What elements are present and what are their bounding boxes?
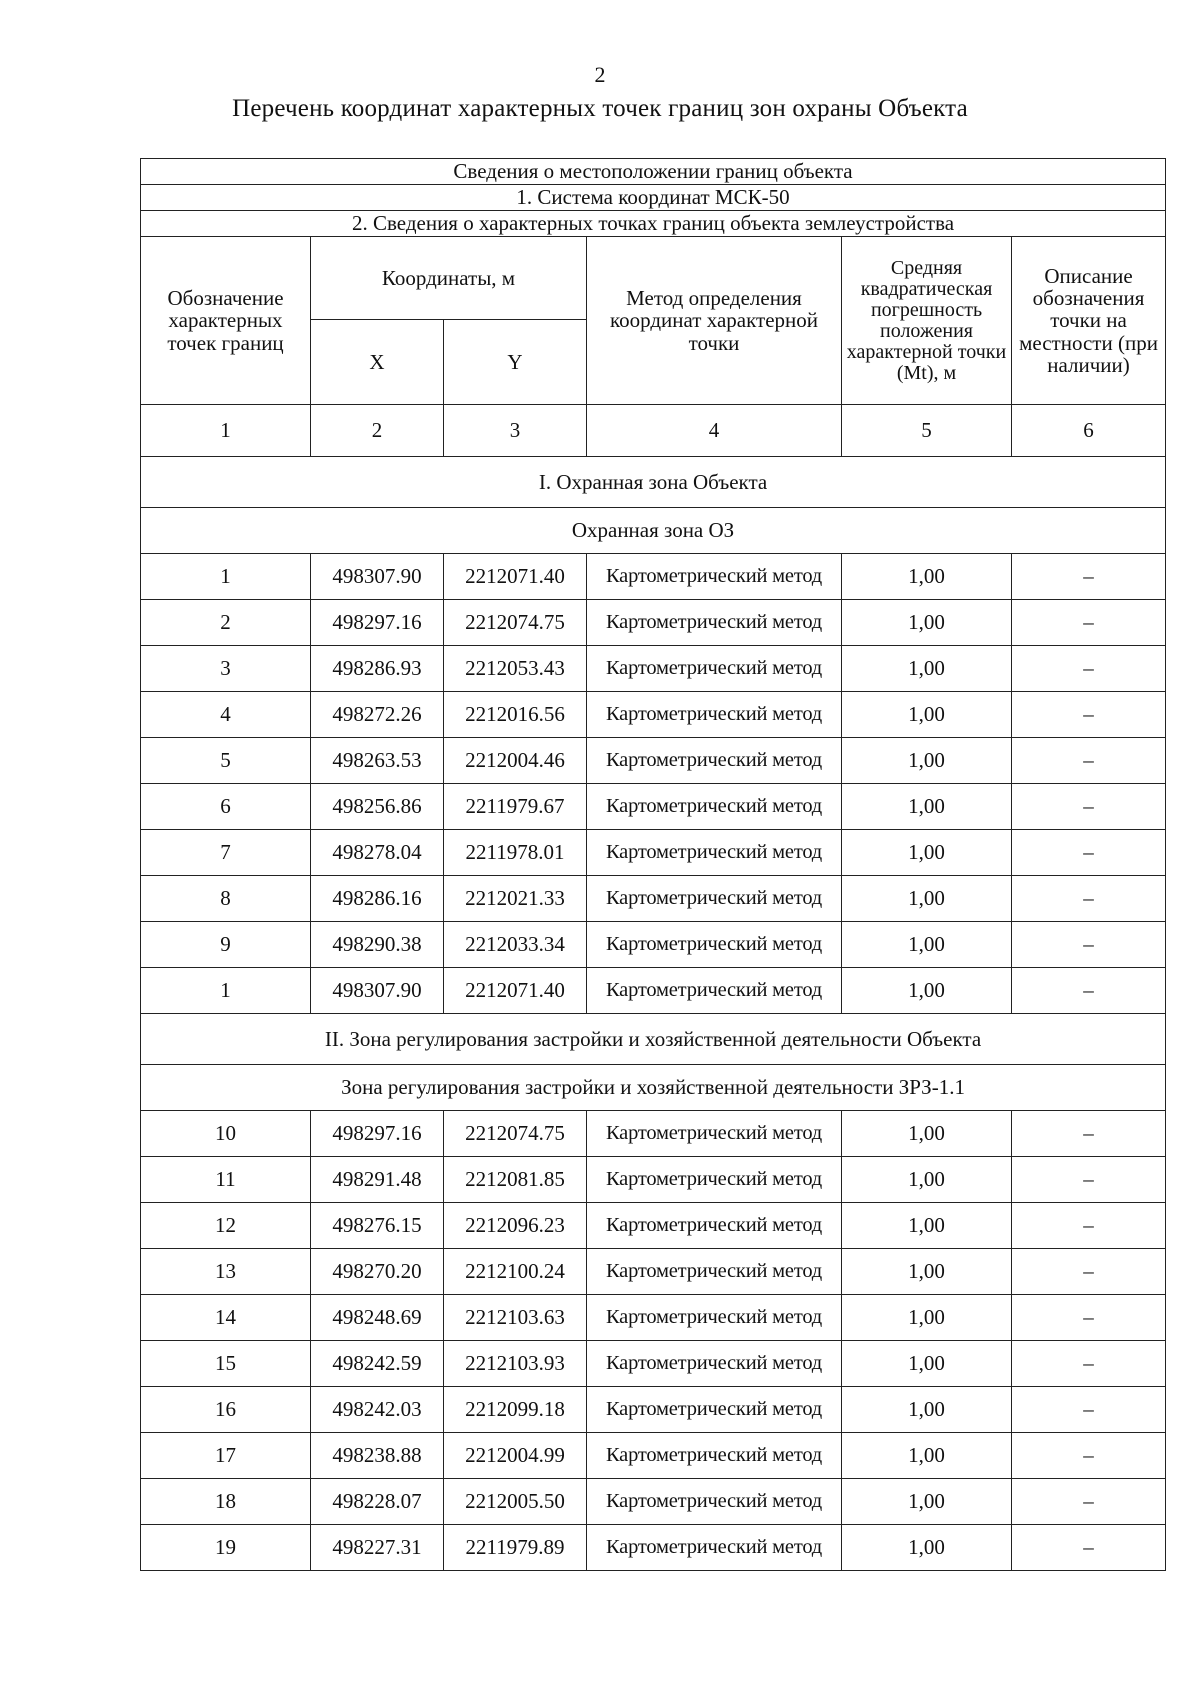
column-number-4: 4 [587, 405, 842, 457]
mean-error-cell: 1,00 [842, 1203, 1012, 1249]
description-cell: – [1012, 876, 1166, 922]
table-row [141, 784, 1166, 830]
description-cell: – [1012, 968, 1166, 1014]
coordinate-y: 2212099.18 [444, 1387, 587, 1433]
mean-error-cell: 1,00 [842, 600, 1012, 646]
table-row [141, 922, 1166, 968]
description-cell: – [1012, 646, 1166, 692]
coordinate-x: 498270.20 [311, 1249, 444, 1295]
coordinate-y: 2212074.75 [444, 600, 587, 646]
description-cell: – [1012, 600, 1166, 646]
coordinate-y: 2212071.40 [444, 554, 587, 600]
point-number: 12 [141, 1203, 311, 1249]
coordinate-y: 2212081.85 [444, 1157, 587, 1203]
point-number: 10 [141, 1111, 311, 1157]
coordinate-x: 498307.90 [311, 554, 444, 600]
description-cell: – [1012, 554, 1166, 600]
table-row [141, 600, 1166, 646]
coordinate-y: 2212103.93 [444, 1341, 587, 1387]
point-number: 19 [141, 1525, 311, 1571]
method-cell: Картометрический метод [587, 968, 842, 1014]
coordinate-x: 498272.26 [311, 692, 444, 738]
mean-error-cell: 1,00 [842, 692, 1012, 738]
method-cell: Картометрический метод [587, 922, 842, 968]
table-row [141, 1525, 1166, 1571]
table-row [141, 1433, 1166, 1479]
coordinate-x: 498263.53 [311, 738, 444, 784]
description-cell: – [1012, 1341, 1166, 1387]
header-designation: Обозначение характерных точек границ [141, 237, 311, 405]
table-row [141, 1157, 1166, 1203]
method-cell: Картометрический метод [587, 784, 842, 830]
method-cell: Картометрический метод [587, 1295, 842, 1341]
coordinate-y: 2211978.01 [444, 830, 587, 876]
table-row [141, 830, 1166, 876]
mean-error-cell: 1,00 [842, 1387, 1012, 1433]
method-cell: Картометрический метод [587, 1341, 842, 1387]
method-cell: Картометрический метод [587, 554, 842, 600]
point-number: 4 [141, 692, 311, 738]
method-cell: Картометрический метод [587, 1157, 842, 1203]
description-cell: – [1012, 1525, 1166, 1571]
point-number: 13 [141, 1249, 311, 1295]
info-points-heading: 2. Сведения о характерных точках границ объекта землеустройства [141, 211, 1166, 237]
mean-error-cell: 1,00 [842, 1341, 1012, 1387]
coordinate-x: 498291.48 [311, 1157, 444, 1203]
coordinate-y: 2212004.99 [444, 1433, 587, 1479]
coordinate-x: 498278.04 [311, 830, 444, 876]
coordinate-x: 498238.88 [311, 1433, 444, 1479]
method-cell: Картометрический метод [587, 692, 842, 738]
zone2-title: II. Зона регулирования застройки и хозяйственной деятельности Объекта [141, 1014, 1166, 1065]
zone1-title: I. Охранная зона Объекта [141, 457, 1166, 508]
coordinate-x: 498276.15 [311, 1203, 444, 1249]
point-number: 14 [141, 1295, 311, 1341]
table-row [141, 554, 1166, 600]
coordinate-y: 2211979.67 [444, 784, 587, 830]
description-cell: – [1012, 784, 1166, 830]
column-number-3: 3 [444, 405, 587, 457]
method-cell: Картометрический метод [587, 1433, 842, 1479]
method-cell: Картометрический метод [587, 1387, 842, 1433]
info-coordinate-system: 1. Система координат МСК-50 [141, 185, 1166, 211]
description-cell: – [1012, 1249, 1166, 1295]
method-cell: Картометрический метод [587, 1111, 842, 1157]
coordinate-y: 2212005.50 [444, 1479, 587, 1525]
coordinate-y: 2212033.34 [444, 922, 587, 968]
point-number: 3 [141, 646, 311, 692]
mean-error-cell: 1,00 [842, 1433, 1012, 1479]
coordinate-x: 498286.16 [311, 876, 444, 922]
table-row [141, 1111, 1166, 1157]
description-cell: – [1012, 1111, 1166, 1157]
method-cell: Картометрический метод [587, 600, 842, 646]
method-cell: Картометрический метод [587, 1249, 842, 1295]
coordinate-x: 498242.59 [311, 1341, 444, 1387]
table-row [141, 1387, 1166, 1433]
coordinate-y: 2212021.33 [444, 876, 587, 922]
description-cell: – [1012, 738, 1166, 784]
method-cell: Картометрический метод [587, 1203, 842, 1249]
mean-error-cell: 1,00 [842, 876, 1012, 922]
table-row [141, 646, 1166, 692]
coordinate-x: 498286.93 [311, 646, 444, 692]
description-cell: – [1012, 1479, 1166, 1525]
zone2-subtitle: Зона регулирования застройки и хозяйственной деятельности ЗРЗ-1.1 [141, 1065, 1166, 1111]
mean-error-cell: 1,00 [842, 830, 1012, 876]
coordinate-y: 2212100.24 [444, 1249, 587, 1295]
coordinate-y: 2212004.46 [444, 738, 587, 784]
table-row [141, 692, 1166, 738]
table-row [141, 1295, 1166, 1341]
header-x: X [311, 320, 444, 405]
coordinate-x: 498307.90 [311, 968, 444, 1014]
point-number: 2 [141, 600, 311, 646]
coordinate-x: 498242.03 [311, 1387, 444, 1433]
method-cell: Картометрический метод [587, 830, 842, 876]
description-cell: – [1012, 922, 1166, 968]
method-cell: Картометрический метод [587, 876, 842, 922]
coordinate-y: 2212103.63 [444, 1295, 587, 1341]
mean-error-cell: 1,00 [842, 1295, 1012, 1341]
mean-error-cell: 1,00 [842, 738, 1012, 784]
coordinate-x: 498228.07 [311, 1479, 444, 1525]
point-number: 16 [141, 1387, 311, 1433]
info-location-heading: Сведения о местоположении границ объекта [141, 159, 1166, 185]
mean-error-cell: 1,00 [842, 1249, 1012, 1295]
column-number-2: 2 [311, 405, 444, 457]
table-row [141, 1341, 1166, 1387]
point-number: 17 [141, 1433, 311, 1479]
coordinate-y: 2212016.56 [444, 692, 587, 738]
point-number: 5 [141, 738, 311, 784]
method-cell: Картометрический метод [587, 1479, 842, 1525]
coordinate-x: 498290.38 [311, 922, 444, 968]
point-number: 18 [141, 1479, 311, 1525]
point-number: 11 [141, 1157, 311, 1203]
mean-error-cell: 1,00 [842, 554, 1012, 600]
mean-error-cell: 1,00 [842, 1479, 1012, 1525]
point-number: 15 [141, 1341, 311, 1387]
page-number: 2 [594, 62, 606, 87]
column-number-1: 1 [141, 405, 311, 457]
mean-error-cell: 1,00 [842, 922, 1012, 968]
coordinate-y: 2211979.89 [444, 1525, 587, 1571]
method-cell: Картометрический метод [587, 646, 842, 692]
coordinate-x: 498297.16 [311, 1111, 444, 1157]
description-cell: – [1012, 1433, 1166, 1479]
coordinate-x: 498227.31 [311, 1525, 444, 1571]
header-coordinates: Координаты, м [311, 237, 587, 320]
coordinate-y: 2212096.23 [444, 1203, 587, 1249]
table-row [141, 1479, 1166, 1525]
method-cell: Картометрический метод [587, 738, 842, 784]
description-cell: – [1012, 692, 1166, 738]
header-y: Y [444, 320, 587, 405]
header-description: Описание обозначения точки на местности (при наличии) [1012, 237, 1166, 405]
table-row [141, 1203, 1166, 1249]
point-number: 9 [141, 922, 311, 968]
coordinate-x: 498297.16 [311, 600, 444, 646]
document-title: Перечень координат характерных точек границ зон охраны Объекта [232, 95, 968, 122]
point-number: 7 [141, 830, 311, 876]
table-row [141, 738, 1166, 784]
method-cell: Картометрический метод [587, 1525, 842, 1571]
description-cell: – [1012, 1295, 1166, 1341]
coordinate-x: 498248.69 [311, 1295, 444, 1341]
description-cell: – [1012, 1387, 1166, 1433]
column-number-6: 6 [1012, 405, 1166, 457]
table-row [141, 968, 1166, 1014]
zone1-subtitle: Охранная зона ОЗ [141, 508, 1166, 554]
column-number-5: 5 [842, 405, 1012, 457]
mean-error-cell: 1,00 [842, 968, 1012, 1014]
table-row [141, 876, 1166, 922]
point-number: 8 [141, 876, 311, 922]
coordinate-y: 2212071.40 [444, 968, 587, 1014]
header-method: Метод определения координат характерной точки [587, 237, 842, 405]
header-mean-error: Средняя квадратическая погрешность положения характерной точки (Mt), м [842, 237, 1012, 405]
coordinate-y: 2212053.43 [444, 646, 587, 692]
mean-error-cell: 1,00 [842, 1111, 1012, 1157]
table-row [141, 1249, 1166, 1295]
mean-error-cell: 1,00 [842, 1157, 1012, 1203]
coordinate-x: 498256.86 [311, 784, 444, 830]
point-number: 1 [141, 554, 311, 600]
point-number: 6 [141, 784, 311, 830]
description-cell: – [1012, 830, 1166, 876]
coordinates-table [140, 158, 1166, 1571]
point-number: 1 [141, 968, 311, 1014]
coordinate-y: 2212074.75 [444, 1111, 587, 1157]
mean-error-cell: 1,00 [842, 784, 1012, 830]
description-cell: – [1012, 1157, 1166, 1203]
mean-error-cell: 1,00 [842, 1525, 1012, 1571]
mean-error-cell: 1,00 [842, 646, 1012, 692]
description-cell: – [1012, 1203, 1166, 1249]
